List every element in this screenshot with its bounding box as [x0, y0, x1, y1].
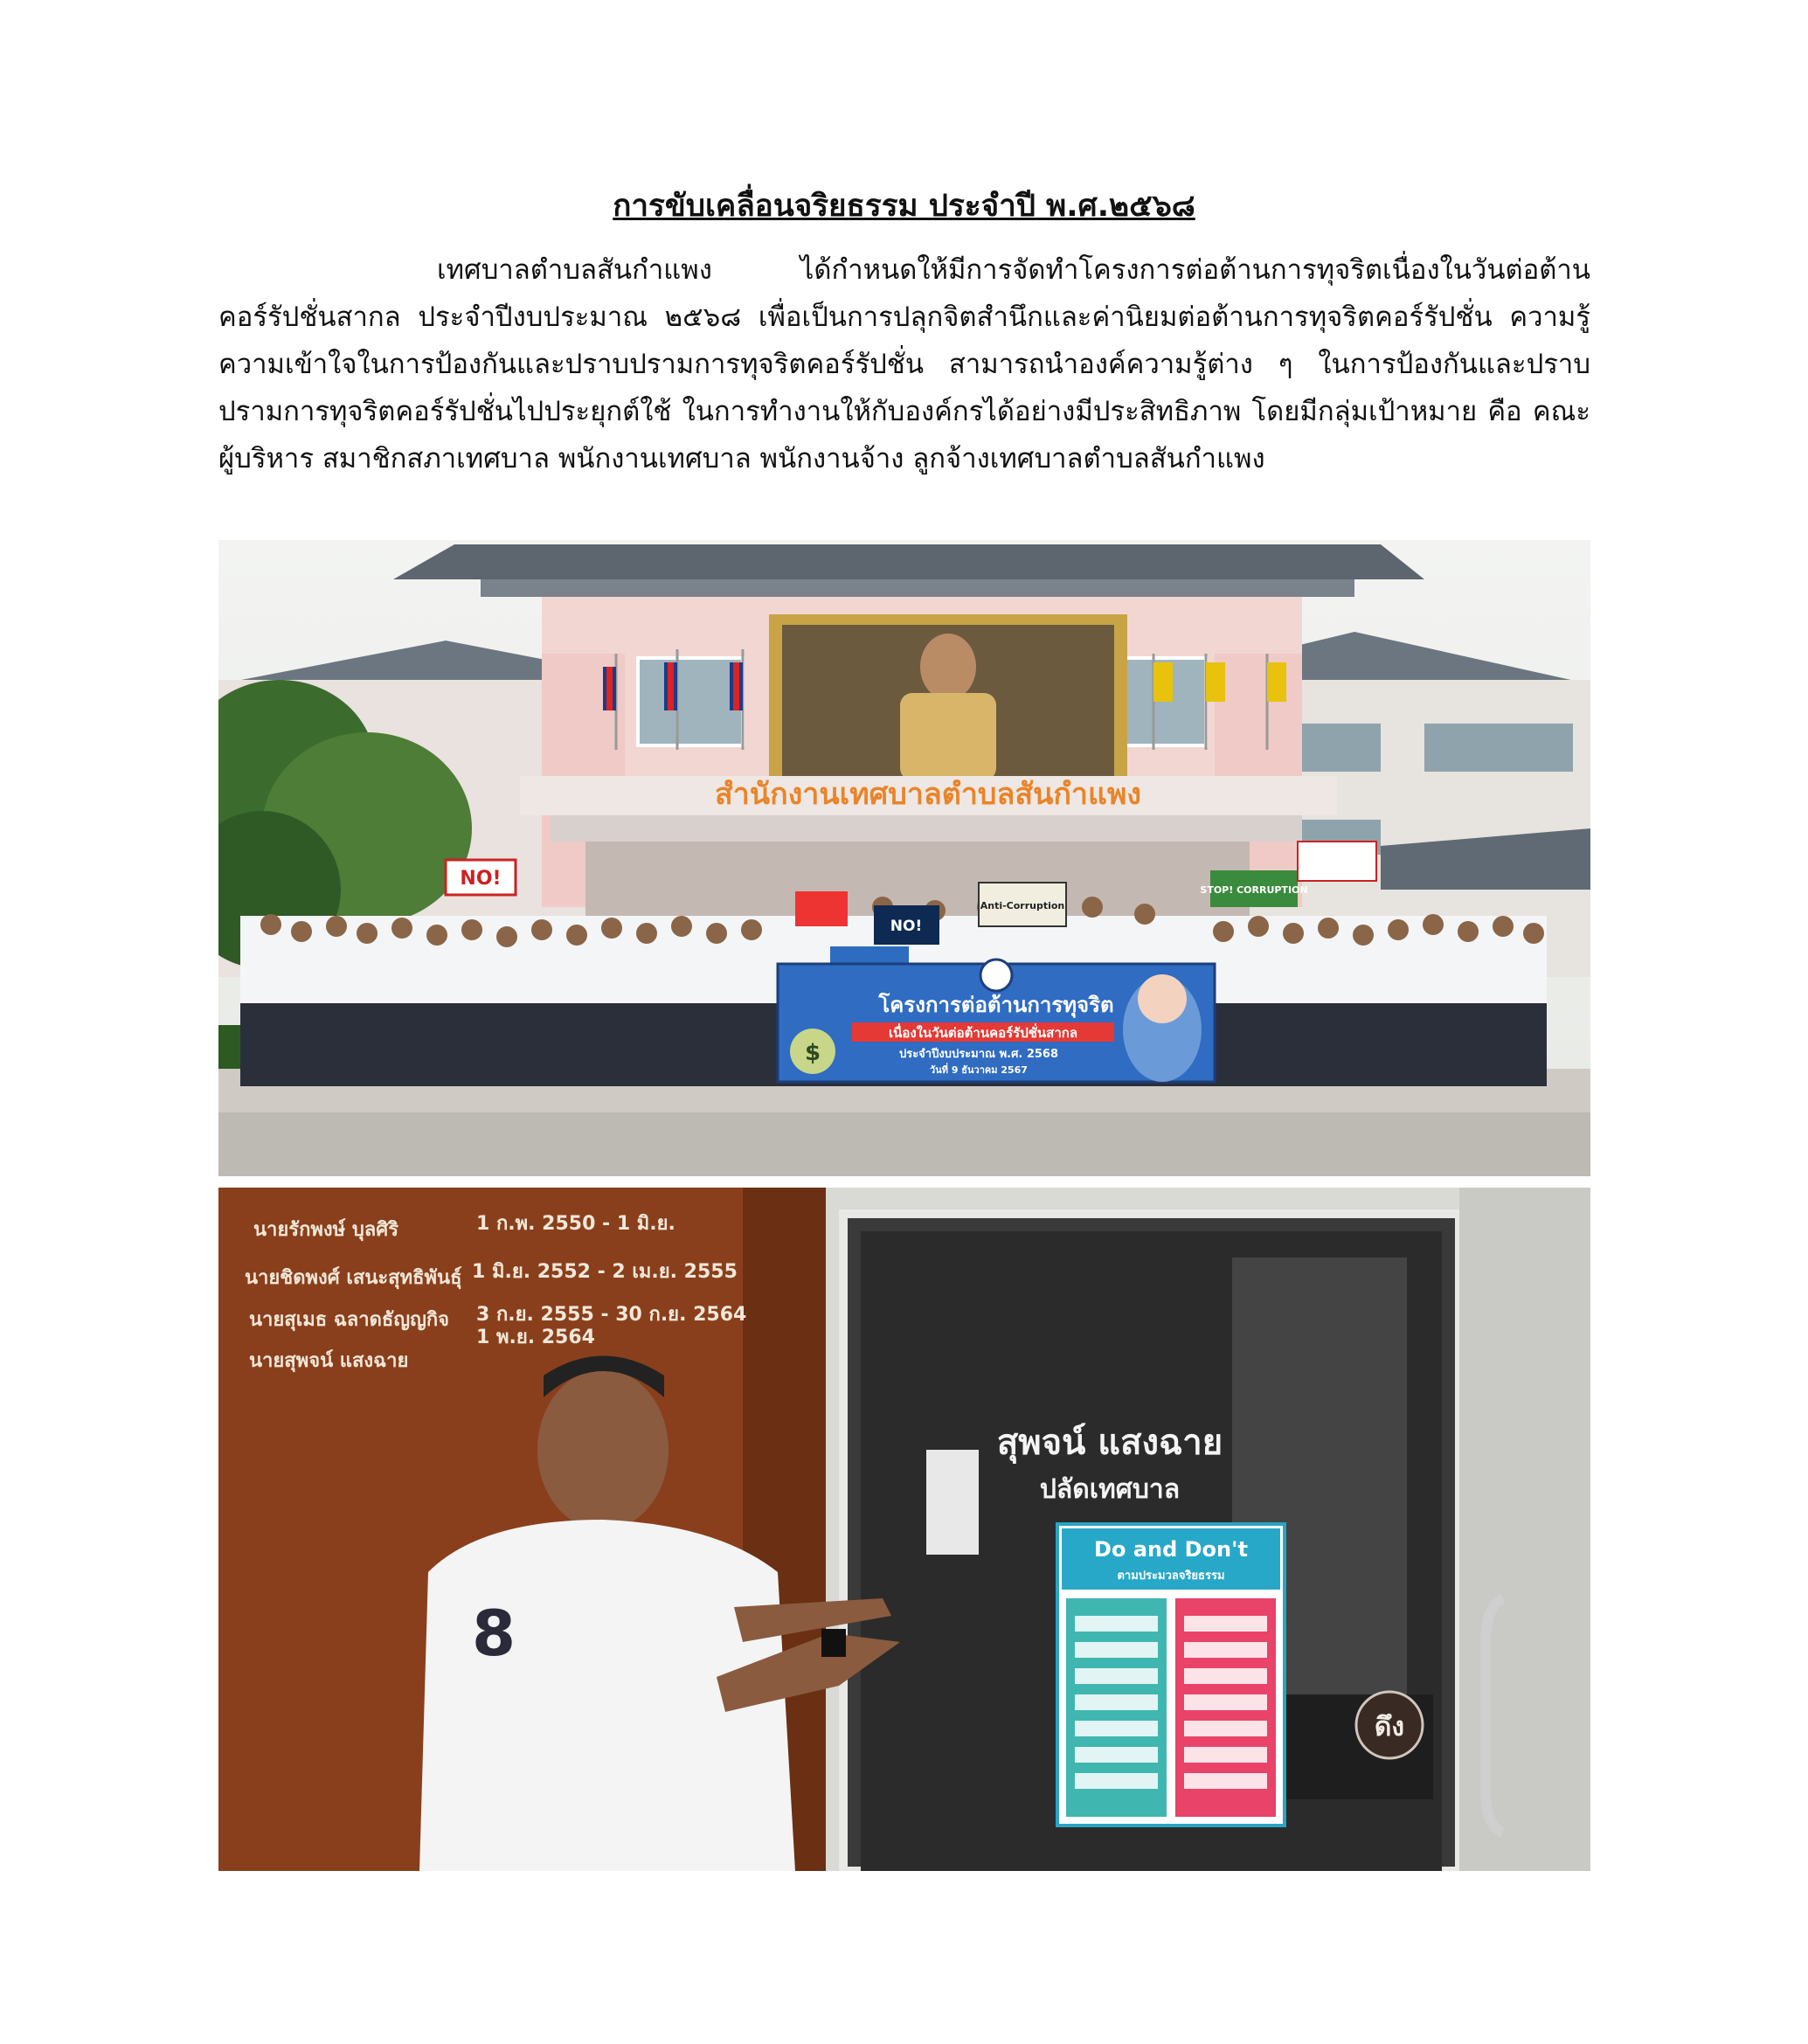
- board-name-3: นายสุเมธ ฉลาดธัญญกิจ: [249, 1309, 450, 1331]
- placard-anti-corruption: Anti-Corruption: [980, 900, 1065, 911]
- banner-title: โครงการต่อต้านการทุจริต: [878, 993, 1114, 1017]
- banner-subtitle-3: วันที่ 9 ธันวาคม 2567: [930, 1064, 1028, 1076]
- body-paragraph: [218, 246, 1590, 482]
- board-name-4: นายสุพจน์ แสงฉาย: [249, 1350, 409, 1372]
- door-photo: [218, 1188, 1590, 1871]
- pull-label: ดึง: [1374, 1712, 1405, 1743]
- shirt-number: 8: [472, 1597, 516, 1670]
- building-sign: สำนักงานเทศบาลตำบลสันกำแพง: [715, 777, 1141, 812]
- board-date-1: 1 ก.พ. 2550 - 1 มิ.ย.: [476, 1213, 675, 1235]
- placard-stop: STOP! CORRUPTION: [1200, 884, 1308, 896]
- door-name: สุพจน์ แสงฉาย: [996, 1423, 1223, 1463]
- board-date-4: 1 พ.ย. 2564: [476, 1327, 595, 1348]
- board-name-2: นายชิดพงศ์ เสนะสุทธิพันธุ์: [245, 1267, 462, 1289]
- group-photo: [218, 540, 1590, 1176]
- board-name-1: นายรักพงษ์ บุลศิริ: [253, 1219, 399, 1241]
- door-position: ปลัดเทศบาล: [1039, 1474, 1181, 1505]
- board-date-2: 1 มิ.ย. 2552 - 2 เม.ย. 2555: [472, 1261, 738, 1283]
- placard-no-2: NO!: [890, 918, 923, 935]
- svg-text:$: $: [804, 1040, 821, 1066]
- poster-subtitle: ตามประมวลจริยธรรม: [1117, 1569, 1225, 1583]
- banner-subtitle-1: เนื่องในวันต่อต้านคอร์รัปชั่นสากล: [888, 1025, 1078, 1041]
- board-date-3: 3 ก.ย. 2555 - 30 ก.ย. 2564: [476, 1304, 747, 1326]
- poster-title: Do and Don't: [1094, 1537, 1248, 1562]
- page-title: การขับเคลื่อนจริยธรรม ประจำปี พ.ศ.๒๕๖๘: [613, 189, 1195, 224]
- banner-subtitle-2: ประจำปีงบประมาณ พ.ศ. 2568: [898, 1048, 1059, 1061]
- paragraph-text: เทศบาลตำบลสันกำแพง ได้กำหนดให้มีการจัดทำโครงการต่อต้านการทุจริตเนื่องในวันต่อต้านคอร์รัปชั่นสากล ประจำปีงบประมาณ ๒๕๖๘ เพื่อเป็นการปลุกจิตสำนึกและค่านิยมต่อต้านการทุจริตคอร์รัปชั่น ความรู้ความเข้าใจในการป้องกันและปราบปรามการทุจริตคอร์รัปชั่น สามารถนำองค์ความรู้ต่าง ๆ ในการป้องกันและปราบปรามการทุจริตคอร์รัปชั่นไปประยุกต์ใช้ ในการทำงานให้กับองค์กรได้อย่างมีประสิทธิภาพ โดยมีกลุ่มเป้าหมาย คือ คณะผู้บริหาร สมาชิกสภาเทศบาล พนักงานเทศบาล พนักงานจ้าง ลูกจ้างเทศบาลตำบลสันกำแพง: [218, 254, 1590, 475]
- placard-no: NO!: [460, 868, 502, 890]
